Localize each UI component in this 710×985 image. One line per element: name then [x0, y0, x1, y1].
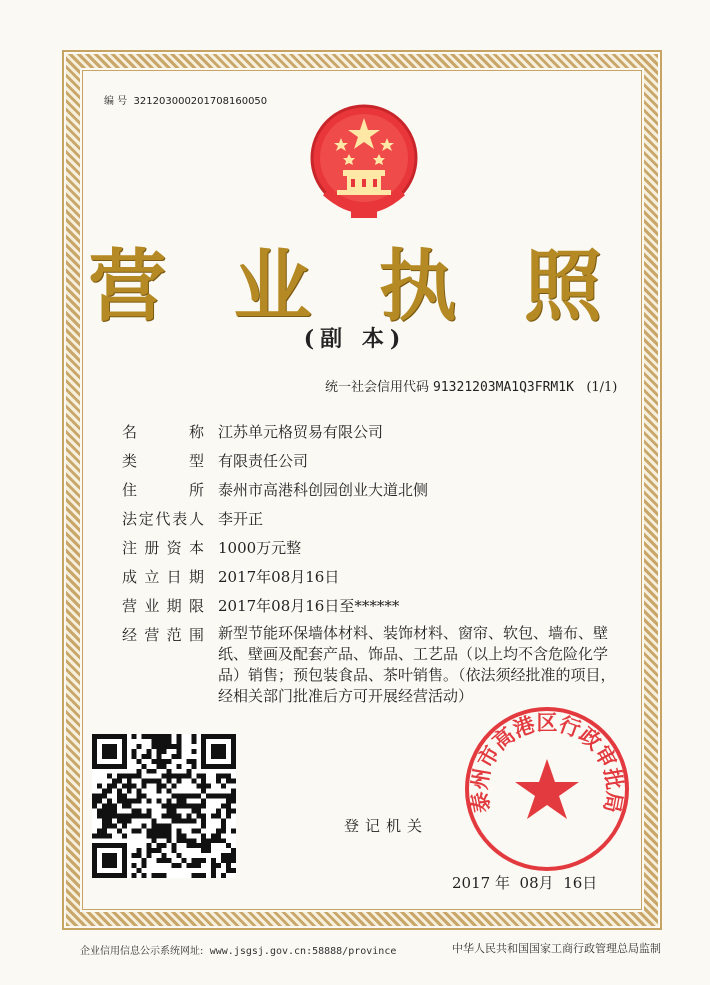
qr-code-icon[interactable] [92, 734, 236, 878]
field-value: 李开正 [218, 510, 264, 528]
national-emblem-icon [305, 98, 423, 226]
field-list [122, 420, 642, 711]
official-seal-icon [462, 704, 632, 874]
field-row [122, 623, 642, 707]
field-row [122, 449, 642, 474]
field-value: 泰州市高港科创园创业大道北侧 [218, 481, 429, 499]
field-label: 经 营 范 围 [122, 626, 204, 644]
field-row [122, 420, 642, 445]
seal-text: 泰州市高港区行政审批局 [466, 710, 628, 815]
field-label: 名 称 [122, 423, 204, 441]
issue-date: 2017 年 08月 16日 [452, 874, 598, 892]
field-value: 新型节能环保墙体材料、装饰材料、窗帘、软包、墙布、壁纸、壁画及配套产品、饰品、工艺品（以上均不含危险化学品）销售；预包装食品、茶叶销售。（依法须经批准的项目，经相关部门批准后方可开展经营活动） [218, 624, 616, 705]
unified-credit-code: 统一社会信用代码 91321203MA1Q3FRM1K (1/1) [325, 380, 618, 395]
field-row [122, 536, 642, 561]
field-value: 1000万元整 [218, 539, 302, 557]
field-row [122, 565, 642, 590]
document-subtitle: (副 本) [303, 326, 407, 352]
field-label: 成 立 日 期 [122, 568, 204, 586]
field-value: 江苏单元格贸易有限公司 [218, 423, 384, 441]
field-row [122, 594, 642, 619]
footer-url[interactable]: www.jsgsj.gov.cn:58888/province [209, 946, 397, 957]
serial-number: 编 号 321203000201708160050 [104, 96, 268, 107]
field-label: 营 业 期 限 [122, 597, 204, 615]
field-value: 2017年08月16日 [218, 568, 340, 586]
field-row [122, 507, 642, 532]
field-label: 注 册 资 本 [122, 539, 204, 557]
field-label: 类 型 [122, 452, 204, 470]
field-value: 有限责任公司 [218, 452, 309, 470]
field-label: 住 所 [122, 481, 204, 499]
footer-supervisor: 中华人民共和国国家工商行政管理总局监制 [452, 942, 661, 955]
field-label: 法 定 代 表 人 [122, 510, 204, 528]
field-value: 2017年08月16日至****** [218, 597, 400, 615]
registration-authority: 登记机关 [344, 817, 429, 835]
document-title: 营 业 执 照 [88, 241, 622, 332]
field-row [122, 478, 642, 503]
footer-website: 企业信用信息公示系统网址: www.jsgsj.gov.cn:58888/province [80, 946, 397, 957]
